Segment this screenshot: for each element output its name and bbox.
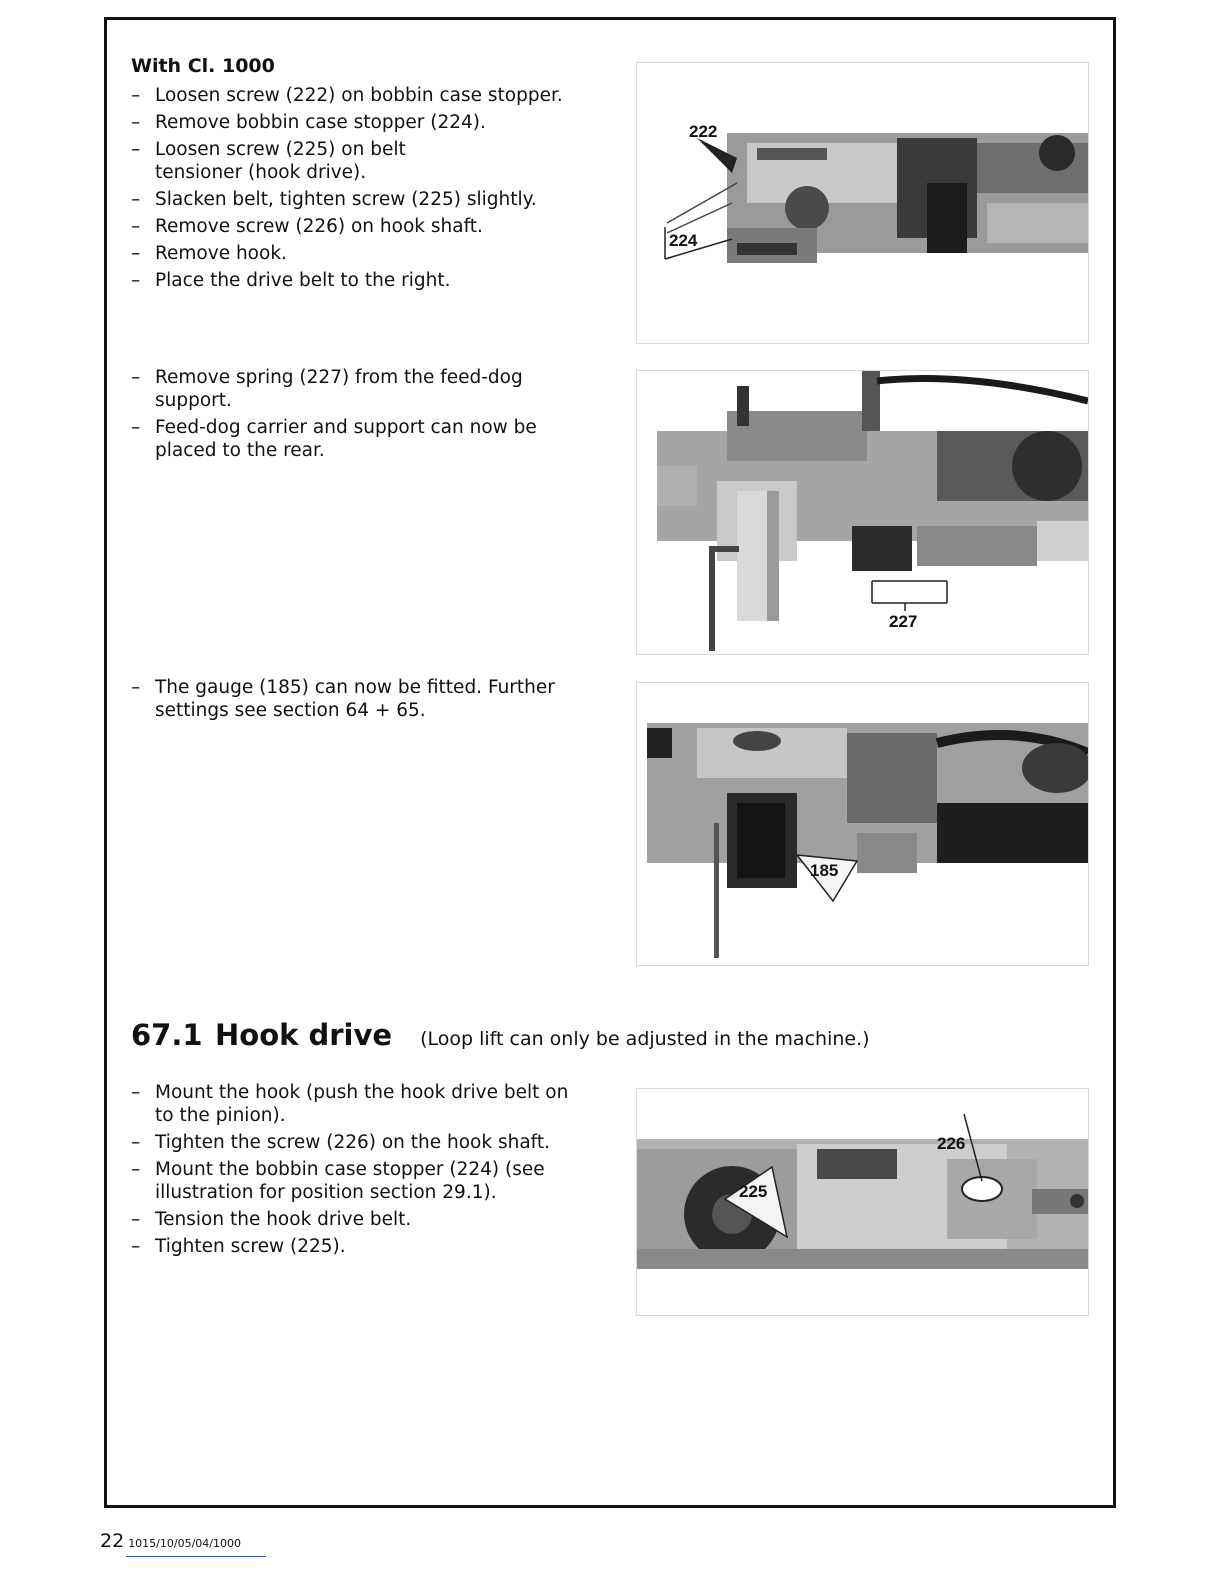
photo-feed-dog-spring [636,370,1089,655]
photo-bobbin-case-stopper [636,62,1089,344]
page-number: 22 [100,1530,125,1552]
steps-spring [131,366,551,466]
section-note: (Loop lift can only be adjusted in the machine.) [420,1028,870,1050]
footer-underline [126,1556,266,1557]
step-item: – Feed-dog carrier and support can now be placed to the rear. [131,416,551,462]
section-title-cl1000: With Cl. 1000 [131,55,275,77]
page-footer [100,1530,241,1552]
step-item: – Tension the hook drive belt. [131,1208,581,1231]
steps-hook-drive [131,1081,581,1262]
step-item: – Remove bobbin case stopper (224). [131,111,581,134]
step-item: – Loosen screw (225) on belt tensioner (hook drive). [131,138,485,184]
steps-gauge [131,676,561,726]
callout-222: 222 [689,122,718,141]
step-item: – Mount the bobbin case stopper (224) (see illustration for position section 29.1). [131,1158,581,1204]
photo-gauge [636,682,1089,966]
step-item: – Remove spring (227) from the feed-dog support. [131,366,551,412]
step-item: – Tighten screw (225). [131,1235,581,1258]
step-item: – Loosen screw (222) on bobbin case stopper. [131,84,581,107]
step-item: – Mount the hook (push the hook drive belt on to the pinion). [131,1081,581,1127]
callout-185: 185 [810,861,839,880]
callout-225: 225 [739,1182,768,1201]
section-heading [131,1018,870,1052]
step-item: – Tighten the screw (226) on the hook shaft. [131,1131,581,1154]
step-item: – Slacken belt, tighten screw (225) slightly. [131,188,581,211]
step-item: – The gauge (185) can now be fitted. Further settings see section 64 + 65. [131,676,561,722]
callout-224: 224 [669,231,698,250]
step-item: – Remove screw (226) on hook shaft. [131,215,581,238]
photo-hook-drive [636,1088,1089,1316]
step-item: – Remove hook. [131,242,581,265]
steps-cl1000 [131,84,581,296]
section-number: 67.1 [131,1018,203,1052]
callout-226: 226 [937,1134,966,1153]
section-title: Hook drive [215,1018,393,1052]
callout-227: 227 [889,612,918,631]
step-item: – Place the drive belt to the right. [131,269,581,292]
document-code: 1015/10/05/04/1000 [128,1537,241,1550]
